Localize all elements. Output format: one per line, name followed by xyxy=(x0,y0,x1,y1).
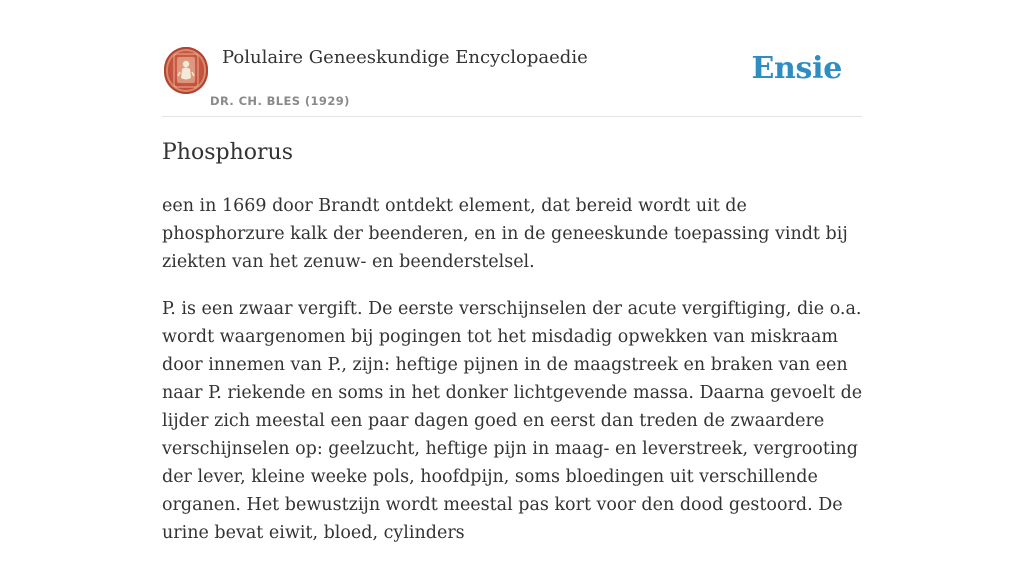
paragraph: P. is een zwaar vergift. De eerste verschijnselen der acute vergiftiging, die o.a. wordt waargenomen bij pogingen tot het misdadig opwekken van miskraam door innemen van P., zijn: heftige pijnen in de maagstreek en braken van een naar P. riekende en soms in het donker lichtgevende massa. Daarna gevoelt de lijder zich meestal een paar dagen goed en eerst dan treden de zwaardere verschijnselen op: geelzucht, heftige pijn in maag- en leverstreek, vergrooting der lever, kleine weeke pols, hoofdpijn, soms bloedingen uit verschillende organen. Het bewustzijn wordt meestal pas kort voor den dood gestoord. De urine bevat eiwit, bloed, cylinders xyxy=(162,299,863,543)
emblem-figure xyxy=(164,47,208,94)
header xyxy=(162,40,862,117)
paragraph: een in 1669 door Brandt ontdekt element, dat bereid wordt uit de phosphorzure kalk der beenderen, en in de geneeskunde toepassing vindt bij ziekten van het zenuw- en beenderstelsel. xyxy=(162,196,848,272)
book-title[interactable]: Polulaire Geneeskundige Encyclopaedie xyxy=(222,47,588,68)
article-title: Phosphorus xyxy=(162,140,293,165)
brand-logo[interactable]: Ensie xyxy=(751,51,842,86)
article-body xyxy=(162,192,867,566)
book-cover-emblem-icon[interactable] xyxy=(164,47,208,94)
author-label: DR. CH. BLES (1929) xyxy=(210,94,350,108)
